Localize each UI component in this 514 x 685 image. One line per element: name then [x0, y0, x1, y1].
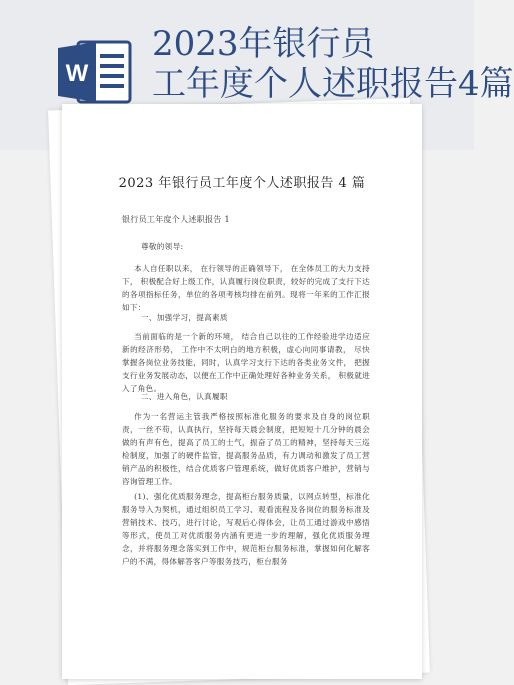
document-title: 2023 年银行员工年度个人述职报告 4 篇	[118, 176, 366, 191]
heading-role: 二、进入角色，认真履职	[141, 392, 228, 401]
paragraph-intro: 本人自任职以来， 在行领导的正确领导下， 在全体员工的大力支持下， 积极配合好上级工作，认真履行岗位职责，较好的完成了支行下达的各项指标任务，单位的各项考核均排在前列。现将一年来的工作汇报如下：	[122, 264, 370, 312]
paragraph-role: 作为一名营运主管我严格按照标准化服务的要求及自身的岗位职责，一丝不苟，认真执行，坚持每天晨会制度，把短短十几分钟的晨会做的有声有色，提高了员工的士气，振奋了员工的精神，坚持每天三巡检制度，加强了的硬件监管，提高服务品质，有力调动和激发了员工营销产品的积极性，结合优质客户管理系统，做好优质客户维护，营销与咨询管理工作。	[122, 412, 370, 486]
svg-text:W: W	[65, 60, 89, 87]
banner-title-line-1: 2023年银行员	[152, 24, 375, 64]
banner-title	[152, 24, 514, 104]
paragraph-service: (1)、强化优质服务理念，提高柜台服务质量，以网点转型，标准化服务导入为契机，通过组织员工学习、观看流程及各岗位的服务标准及营销技术、技巧，进行讨论，写观后心得体会，让员工通过游戏中感悟等形式，使员工对优质服务内涵有更进一步的理解，强化优质服务理念，并将服务理念落实到工作中，规范柜台服务标准，掌握如何化解客户的不满，得体解答客户等服务技巧，柜台服务	[122, 492, 370, 566]
section-subtitle: 银行员工年度个人述职报告 1	[122, 215, 230, 224]
heading-study: 一、加强学习，提高素质	[141, 313, 228, 322]
document-page	[62, 104, 422, 679]
paragraph-study: 当前面临的是一个新的环境， 结合自己以往的工作经验进学边适应新的经济形势， 工作中不太明白的地方积极，虚心向同事请教， 尽快掌握各岗位业务技能，同时，认真学习支行下达的各类业务文件， 把握支行业务发展动态，以便在工作中正确处理好各种业务关系， 积极就进入了角色。	[122, 332, 370, 393]
banner-title-line-2: 工年度个人述职报告4篇	[152, 64, 514, 104]
word-icon	[56, 38, 132, 106]
salutation: 尊敬的领导:	[141, 242, 184, 251]
